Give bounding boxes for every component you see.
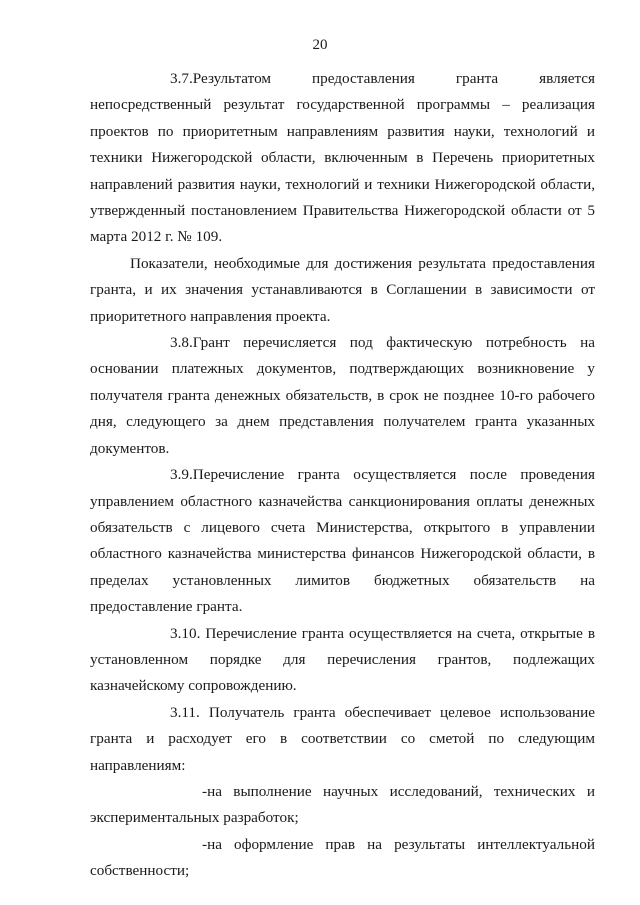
bullet-item-research [90,779,595,832]
paragraph-text: Грант перечисляется под фактическую потребность на основании платежных документов, подтверждающих возникновение у получателя гранта денежных обязательств, в срок не позднее 10-го рабочего дня, следующего за днем представления получателем гранта указанных документов. [90,334,595,457]
paragraph-number: 3.10. [170,624,201,642]
paragraph-number: 3.7. [170,70,193,87]
paragraph-3-8 [90,330,595,462]
paragraph-text: Перечисление гранта осуществляется после проведения управлением областного казначейства санкционирования оплаты денежных обязательств с лицевого счета Министерства, открытого в управлении областного казначейства министерства финансов Нижегородской области, в пределах установленных лимитов бюджетных обязательств на предоставление гранта. [90,466,595,616]
paragraph-number: 3.9. [170,466,193,484]
paragraph-indicators [90,251,595,330]
bullet-text: на выполнение научных исследований, технических и экспериментальных разработок; [90,782,595,827]
paragraph-3-10 [90,621,595,700]
paragraph-3-7 [90,66,595,251]
bullet-dash: - [202,835,208,853]
page-number: 20 [312,37,328,53]
bullet-text: на оформление прав на результаты интеллектуальной собственности; [90,835,595,880]
paragraph-text: Результатом предоставления гранта является непосредственный результат государственной программы – реализация проектов по приоритетным направлениям развития науки, технологий и техники Нижегородской области, включенным в Перечень приоритетных направлений развития науки, технологий и техники Нижегородской области, утвержденный постановлением Правительства Нижегородской области от 5 марта 2012 г. № 109. [90,70,595,246]
paragraph-3-11 [90,700,595,779]
bullet-dash: - [202,782,208,800]
paragraph-text: Перечисление гранта осуществляется на счета, открытые в установленном порядке для перечисления грантов, подлежащих казначейскому сопровождению. [90,624,596,695]
paragraph-text: Показатели, необходимые для достижения результата предоставления гранта, и их значения устанавливаются в Соглашении в зависимости от приоритетного направления проекта. [90,254,595,325]
paragraph-3-9 [90,462,595,620]
paragraph-number: 3.11. [170,703,200,721]
paragraph-number: 3.8. [170,334,193,352]
paragraph-text: Получатель гранта обеспечивает целевое использование гранта и расходует его в соответствии со сметой по следующим направлениям: [90,703,595,774]
bullet-item-ip-rights [90,832,595,885]
document-body [90,66,595,885]
